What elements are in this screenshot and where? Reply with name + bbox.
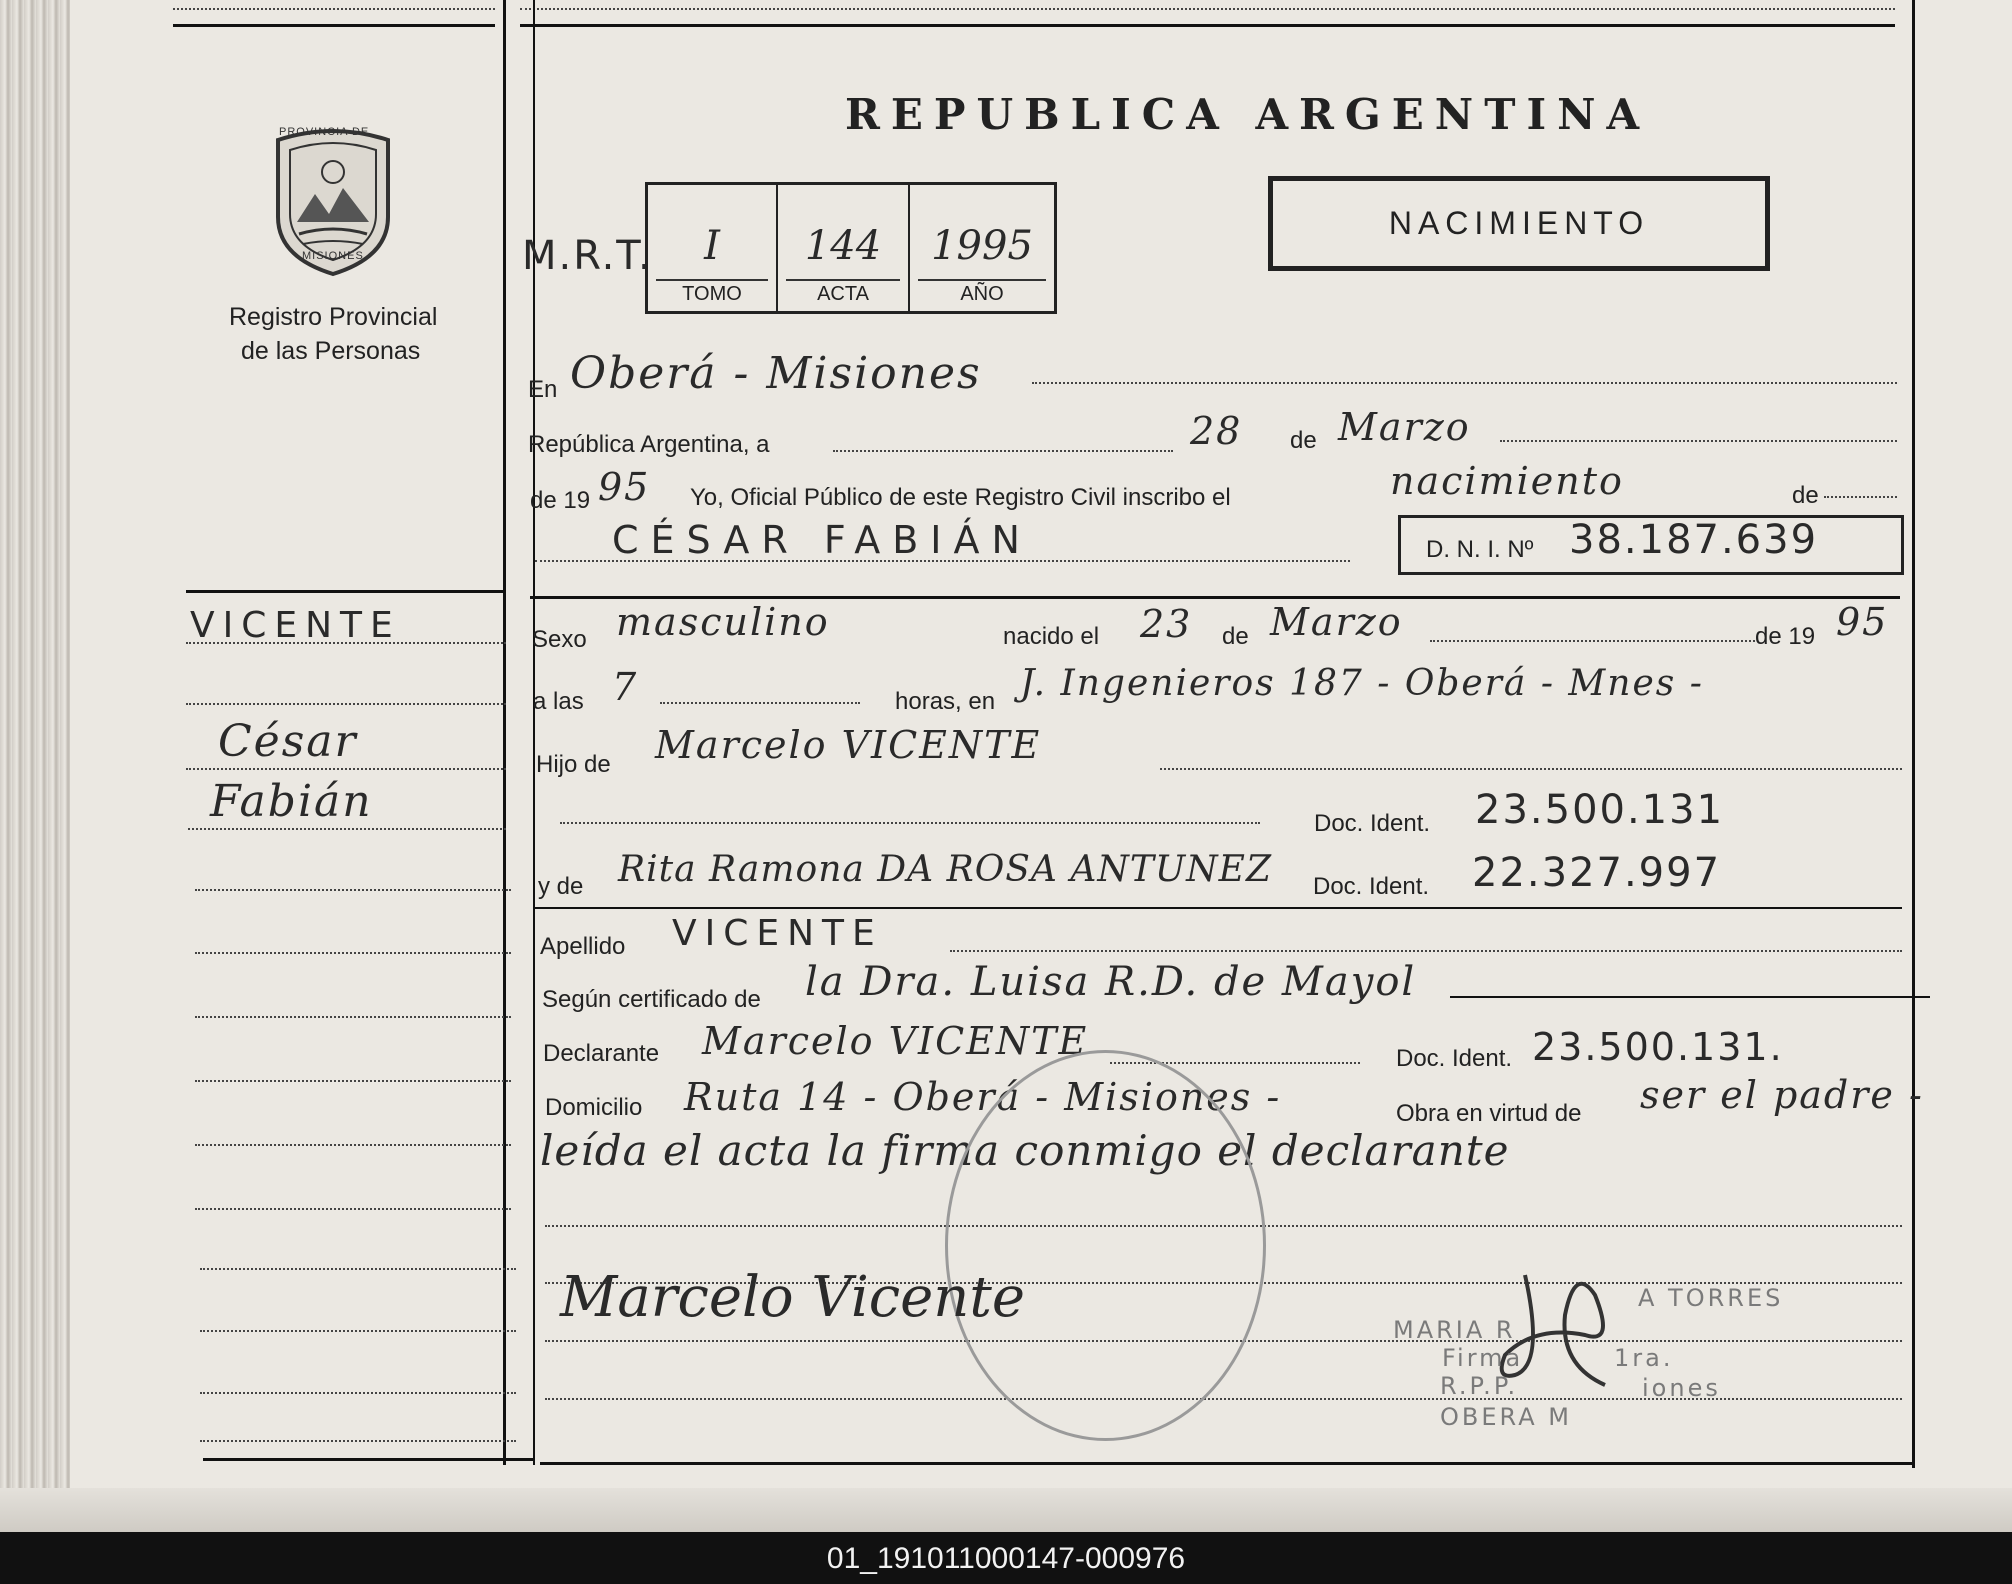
left-top-dots [173,8,495,10]
page-bottom-shadow [0,1488,2012,1532]
label-domicilio: Domicilio [545,1094,643,1121]
label-segun: Según certificado de [542,986,761,1013]
field-father: Marcelo VICENTE [655,723,1042,767]
line-child-name [535,560,1350,562]
acta-cell [778,185,910,311]
label-doc-declarant: Doc. Ident. [1396,1045,1513,1072]
field-birth-hour: 7 [612,665,639,709]
field-reg-day: 28 [1190,409,1243,453]
dni-box [1398,515,1904,575]
label-declarante: Declarante [543,1040,660,1067]
anio-underline [918,279,1046,281]
field-birth-day: 23 [1140,602,1193,646]
anio-value: 1995 [931,223,1033,269]
label-de-19-2: de 19 [1755,623,1816,650]
margin-line-4 [188,828,506,830]
field-declarant-doc: 23.500.131. [1532,1025,1784,1069]
margin-line-9 [195,1144,511,1146]
label-de-2: de [1792,482,1819,509]
margin-line-3 [186,768,506,770]
left-bottom-rule [203,1458,533,1461]
tomo-label: TOMO [682,283,742,305]
declarant-signature: Marcelo Vicente [560,1265,1026,1330]
line-surname [950,950,1902,952]
official-stamp-line1: MARIA R [1393,1316,1516,1344]
line-date-pre [833,450,1173,452]
label-yo-oficial: Yo, Oficial Público de este Registro Civil inscribo el [690,484,1231,511]
label-a-las: a las [533,688,584,715]
label-republica: República Argentina, a [528,431,770,458]
field-closing: leída el acta la firma conmigo el declarante [540,1126,1510,1175]
line-certificate [1450,996,1930,998]
field-act-type: nacimiento [1390,459,1624,503]
margin-section-rule [186,590,506,593]
right-bottom-rule [540,1462,1915,1465]
record-numbers-box [645,182,1057,314]
official-stamp-line1b: A TORRES [1638,1284,1784,1312]
margin-line-5 [195,889,511,891]
label-horas-en: horas, en [895,688,996,715]
margin-line-8 [195,1080,511,1082]
margin-line-1 [186,642,506,644]
seal-bottom-text: MISIONES [302,250,364,262]
registry-name-line1: Registro Provincial [229,303,438,331]
official-round-stamp [945,1050,1266,1441]
margin-line-11 [200,1268,516,1270]
label-hijo-de: Hijo de [536,751,611,778]
margin-line-2 [186,703,506,705]
field-sex: masculino [616,600,830,644]
acta-value: 144 [804,223,882,269]
line-father-extra [560,822,1260,824]
label-doc-mother: Doc. Ident. [1313,873,1430,900]
field-child-name: CÉSAR FABIÁN [612,518,1032,562]
label-obra: Obra en virtud de [1396,1100,1582,1127]
official-stamp-line2: Firma [1442,1344,1524,1372]
field-birth-year: 95 [1836,600,1889,644]
label-dni: D. N. I. Nº [1426,536,1534,563]
line-birth-date [1430,640,1755,642]
right-top-rule [520,24,1895,27]
label-en: En [528,376,558,403]
field-reg-month: Marzo [1338,405,1471,449]
label-de-19: de 19 [530,487,591,514]
left-top-rule [173,24,495,27]
section-badge [1268,176,1770,271]
field-domicile: Ruta 14 - Oberá - Misiones - [684,1075,1282,1119]
official-stamp-line4: OBERA M [1440,1403,1572,1431]
section-label: NACIMIENTO [1388,205,1650,241]
field-surname: VICENTE [672,913,883,954]
label-apellido: Apellido [540,933,626,960]
book-binding [0,0,70,1532]
label-nacido-el: nacido el [1003,623,1100,650]
field-father-doc: 23.500.131 [1475,787,1725,833]
label-de-1: de [1290,427,1317,454]
line-de-2 [1824,496,1897,498]
right-top-dots [520,8,1895,10]
margin-line-6 [195,952,511,954]
column-divider-left [503,0,506,1465]
line-hour [660,702,860,704]
margin-line-7 [195,1016,511,1018]
line-place [1032,382,1897,384]
line-father [1160,768,1902,770]
field-mother: Rita Ramona DA ROSA ANTUNEZ [618,849,1272,890]
footer-bar [0,1532,2012,1584]
document-title: REPUBLICA ARGENTINA [845,90,1651,139]
margin-line-10 [195,1208,511,1210]
margin-line-14 [200,1440,516,1442]
margin-line-13 [200,1392,516,1394]
margin-given1: César [218,716,358,767]
column-divider-right [533,0,535,1465]
registry-name-line2: de las Personas [241,337,421,365]
line-date-post [1500,440,1897,442]
image-id-caption: 01_191011000147-000976 [826,1542,1186,1575]
margin-given2: Fabián [210,776,373,827]
label-de-3: de [1222,623,1249,650]
margin-surname: VICENTE [190,605,401,646]
field-dni-number: 38.187.639 [1569,517,1819,563]
label-sexo: Sexo [532,626,587,653]
parents-rule [535,907,1902,909]
field-birth-month: Marzo [1270,600,1403,644]
field-reg-year: 95 [598,465,651,509]
right-border [1912,0,1915,1468]
field-mother-doc: 22.327.997 [1472,850,1722,896]
acta-underline [786,279,900,281]
seal-top-text: PROVINCIA DE [279,126,370,138]
official-stamp-line3b: 1ra. [1614,1344,1674,1372]
main-section-rule [530,596,1900,599]
label-y-de: y de [538,873,584,900]
record-code: M.R.T. [522,233,653,279]
field-place: Oberá - Misiones [570,348,982,399]
margin-line-12 [200,1330,516,1332]
anio-label: AÑO [960,283,1004,305]
field-certificate: la Dra. Luisa R.D. de Mayol [805,959,1417,1005]
field-birth-place: J. Ingenieros 187 - Oberá - Mnes - [1020,663,1704,704]
official-stamp-line3: R.P.P. [1440,1372,1519,1400]
tomo-underline [656,279,768,281]
field-declarant: Marcelo VICENTE [702,1019,1089,1063]
anio-cell [910,185,1054,311]
tomo-value: I [704,223,720,269]
field-by-virtue: ser el padre - [1640,1073,1924,1117]
label-doc-father: Doc. Ident. [1314,810,1431,837]
acta-label: ACTA [817,283,869,305]
official-stamp-line4b: iones [1642,1374,1721,1402]
tomo-cell [648,185,778,311]
